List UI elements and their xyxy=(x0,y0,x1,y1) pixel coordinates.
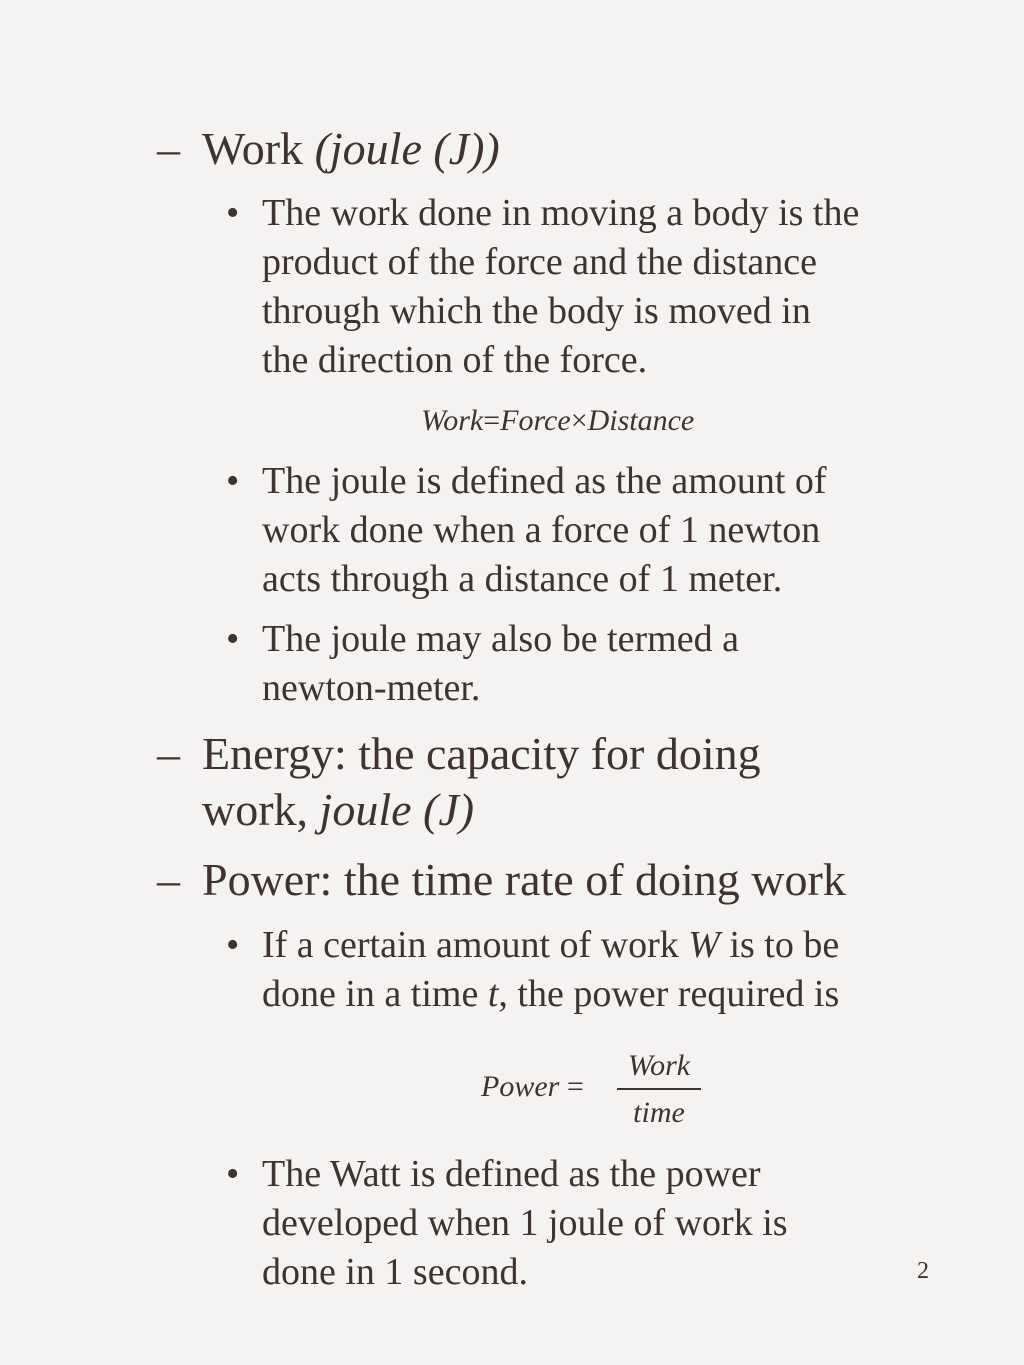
text-line: acts through a distance of 1 meter. xyxy=(262,558,783,600)
text-run: is to be xyxy=(719,924,840,966)
fraction-denominator: time xyxy=(633,1095,685,1129)
power-fraction xyxy=(617,1049,701,1130)
text-line: work done when a force of 1 newton xyxy=(262,509,821,551)
text-line xyxy=(262,970,839,1019)
fraction-bar xyxy=(617,1088,701,1090)
equation-term: Distance xyxy=(587,404,695,437)
energy-dash: – xyxy=(157,728,180,779)
text-line: through which the body is moved in xyxy=(262,290,811,332)
text-line: developed when 1 joule of work is xyxy=(262,1202,788,1244)
time-variable: t xyxy=(487,973,499,1015)
work-label: Work xyxy=(202,123,304,174)
text-line: The joule may also be termed a xyxy=(262,618,739,660)
text-run: If a certain amount of work xyxy=(262,924,689,966)
work-definition xyxy=(262,189,859,385)
times-sign: × xyxy=(570,404,588,437)
joule-alt-name xyxy=(262,615,739,713)
equation-term: Work xyxy=(421,404,484,437)
text-run: , the power required is xyxy=(498,973,840,1015)
bullet-marker: • xyxy=(226,1153,240,1195)
bullet-marker: • xyxy=(226,924,240,966)
bullet-marker: • xyxy=(226,460,240,502)
power-condition xyxy=(262,921,839,1019)
text-line: product of the force and the distance xyxy=(262,241,817,283)
work-unit: (joule (J)) xyxy=(314,123,500,174)
power-equation-lhs xyxy=(481,1070,584,1104)
energy-heading xyxy=(202,726,761,838)
energy-unit: joule (J) xyxy=(319,784,475,835)
text-run: done in a time xyxy=(262,973,488,1015)
page-number: 2 xyxy=(917,1258,929,1284)
text-line: The Watt is defined as the power xyxy=(262,1153,761,1195)
work-variable: W xyxy=(688,924,720,966)
bullet-marker: • xyxy=(226,618,240,660)
fraction-numerator: Work xyxy=(627,1049,691,1082)
text-line: done in 1 second. xyxy=(262,1251,528,1293)
text-line: Energy: the capacity for doing xyxy=(202,728,761,779)
power-heading: Power: the time rate of doing work xyxy=(202,854,846,905)
equals-sign: = xyxy=(483,404,501,437)
work-dash: – xyxy=(157,123,180,174)
text-line xyxy=(202,782,761,838)
text-line: newton-meter. xyxy=(262,667,481,709)
equation-term: Force xyxy=(500,404,571,437)
watt-definition xyxy=(262,1150,788,1297)
power-dash: – xyxy=(157,854,180,905)
text-line xyxy=(262,921,839,970)
energy-line2-prefix: work, xyxy=(202,784,320,835)
work-equation xyxy=(421,404,694,438)
joule-definition xyxy=(262,457,827,604)
bullet-marker: • xyxy=(226,192,240,234)
equation-term: Power xyxy=(481,1070,560,1103)
text-line: the direction of the force. xyxy=(262,339,648,381)
text-line: The work done in moving a body is the xyxy=(262,192,860,234)
work-heading xyxy=(202,121,500,177)
equals-sign: = xyxy=(566,1070,584,1103)
text-line: The joule is defined as the amount of xyxy=(262,460,827,502)
